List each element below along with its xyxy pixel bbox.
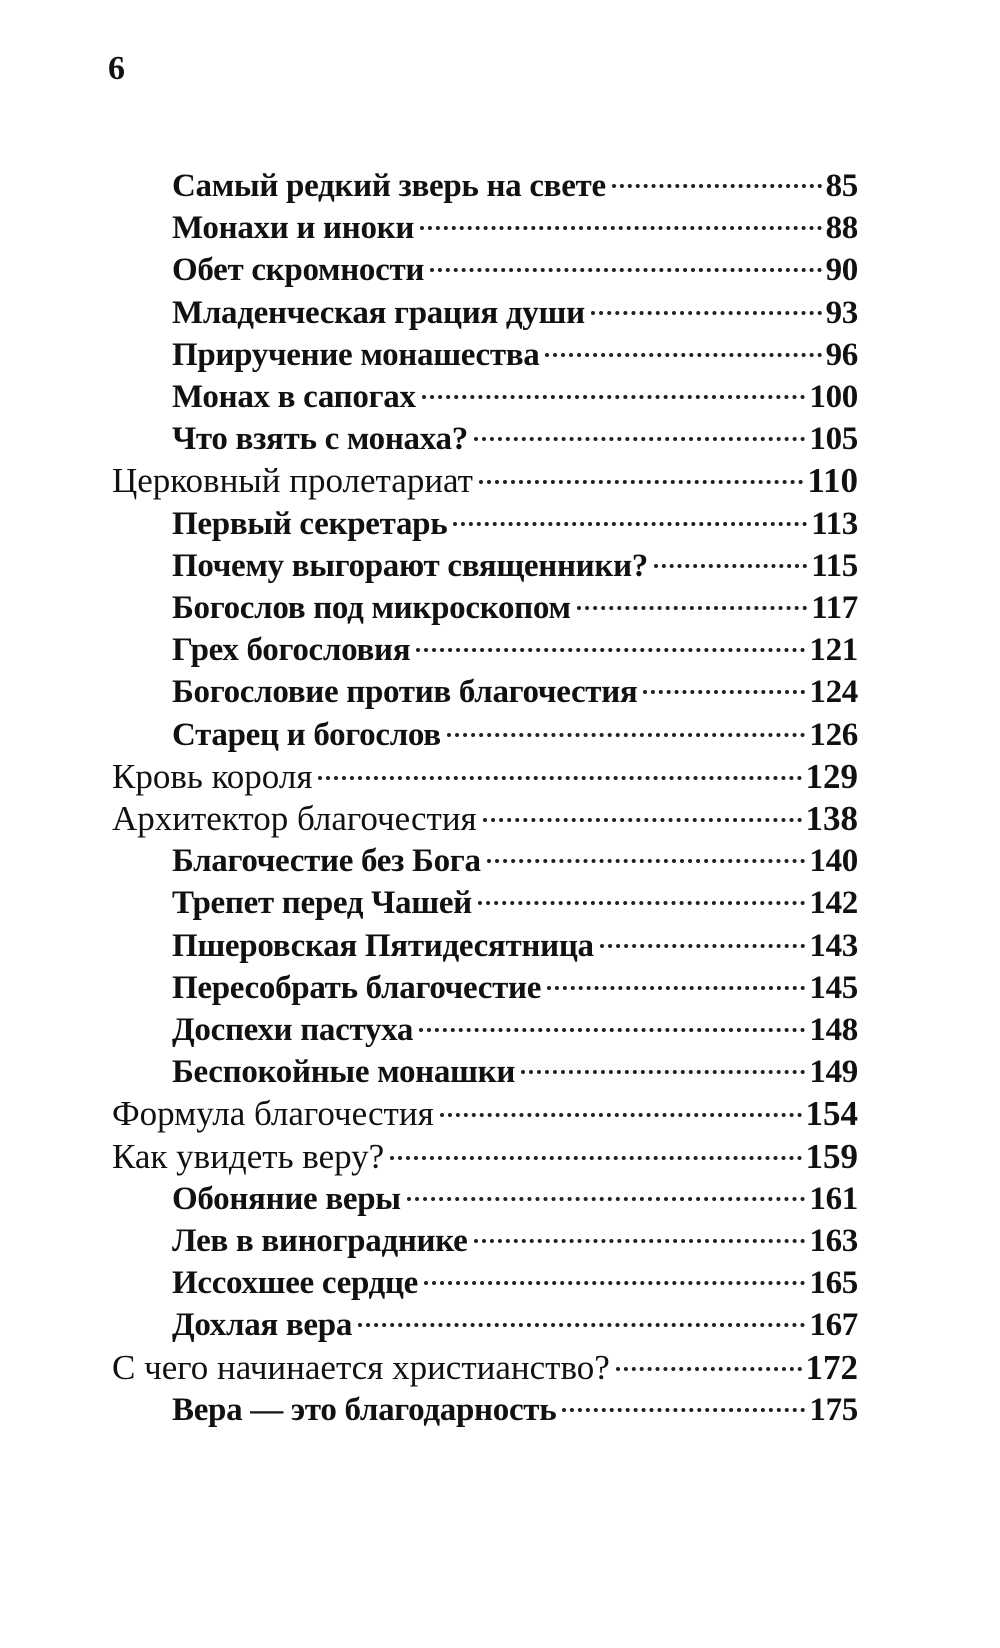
- dot-leader: [643, 690, 805, 694]
- toc-entry-page: 110: [807, 461, 858, 501]
- toc-entry-page: 143: [809, 927, 858, 964]
- dot-leader: [318, 776, 801, 780]
- toc-entry-page: 85: [825, 168, 858, 204]
- toc-entry-title: Почему выгорают священники?: [172, 547, 649, 584]
- toc-entry-title: Дохлая вера: [172, 1307, 353, 1344]
- dot-leader: [483, 818, 802, 822]
- dot-leader: [487, 859, 806, 863]
- toc-entry-title: Иссохшее сердце: [172, 1265, 419, 1302]
- toc-entry: [172, 839, 858, 883]
- dot-leader: [577, 606, 808, 610]
- toc-entry-page: 154: [805, 1094, 858, 1134]
- toc-entry-title: Церковный пролетариат: [112, 461, 473, 501]
- toc-entry: [172, 1388, 858, 1432]
- toc-entry: [172, 628, 858, 672]
- dot-leader: [420, 226, 821, 230]
- dot-leader: [390, 1156, 801, 1160]
- dot-leader: [521, 1070, 805, 1074]
- dot-leader: [440, 1113, 802, 1117]
- toc-entry-title: Обет скромности: [172, 252, 425, 289]
- toc-entry-title: Приручение монашества: [172, 336, 540, 373]
- toc-entry: [172, 966, 858, 1010]
- toc-entry-page: 121: [809, 632, 858, 669]
- page-number: 6: [108, 50, 125, 87]
- toc-entry-title: Вера — это благодарность: [172, 1391, 557, 1428]
- toc-entry-page: 167: [809, 1307, 858, 1344]
- toc-entry-page: 140: [809, 843, 858, 880]
- toc-entry-page: 100: [809, 379, 858, 415]
- toc-entry-page: 172: [805, 1347, 858, 1387]
- dot-leader: [474, 1239, 806, 1243]
- dot-leader: [612, 184, 822, 188]
- toc-entry-title: С чего начинается христианство?: [112, 1347, 610, 1387]
- toc-entry-title: Пересобрать благочестие: [172, 969, 542, 1006]
- toc-entry-title: Формула благочестия: [112, 1094, 434, 1134]
- toc-entry-page: 105: [809, 421, 858, 458]
- toc-entry: [172, 1303, 858, 1347]
- toc-entry-title: Богослов под микроскопом: [172, 590, 571, 626]
- toc-entry-page: 96: [825, 336, 858, 373]
- toc-entry-title: Беспокойные монашки: [172, 1054, 516, 1091]
- toc-entry-page: 138: [805, 799, 858, 838]
- toc-entry: [172, 375, 858, 419]
- toc-entry: [172, 1008, 858, 1052]
- dot-leader: [479, 480, 803, 484]
- toc-entry: [172, 164, 858, 208]
- dot-leader: [616, 1367, 802, 1371]
- toc-entry-page: 93: [825, 294, 858, 331]
- toc-entry: [172, 881, 858, 925]
- toc-entry: [172, 670, 858, 714]
- toc-entry-title: Самый редкий зверь на свете: [172, 168, 606, 204]
- toc-entry-title: Архитектор благочестия: [112, 799, 477, 838]
- toc-entry-page: 124: [809, 674, 858, 711]
- dot-leader: [424, 1281, 805, 1285]
- toc-entry-page: 161: [809, 1180, 858, 1217]
- dot-leader: [453, 522, 807, 526]
- toc-entry-title: Грех богословия: [172, 632, 411, 669]
- toc-entry-title: Младенческая грация души: [172, 294, 585, 331]
- dot-leader: [416, 648, 805, 652]
- toc-entry: [112, 1346, 858, 1390]
- toc-entry: [172, 417, 858, 461]
- dot-leader: [419, 1028, 805, 1032]
- toc-entry-title: Монах в сапогах: [172, 379, 416, 415]
- toc-entry-page: 117: [811, 590, 858, 626]
- dot-leader: [478, 901, 806, 905]
- toc-entry-title: Монахи и иноки: [172, 210, 415, 247]
- toc-entry-title: Первый секретарь: [172, 505, 448, 542]
- toc-entry: [172, 291, 858, 335]
- toc-entry: [172, 1050, 858, 1094]
- dot-leader: [545, 353, 821, 357]
- dot-leader: [547, 986, 805, 990]
- toc-entry-page: 129: [805, 756, 858, 796]
- toc-entry: [172, 1261, 858, 1305]
- toc-entry: [112, 459, 858, 503]
- toc-entry-title: Пшеровская Пятидесятница: [172, 927, 594, 964]
- toc-entry-page: 163: [809, 1223, 858, 1259]
- toc-entry-title: Обоняние веры: [172, 1180, 401, 1217]
- toc-entry: [112, 1135, 858, 1179]
- toc-entry: [172, 333, 858, 377]
- toc-entry-title: Лев в винограднике: [172, 1223, 468, 1259]
- dot-leader: [591, 311, 822, 315]
- dot-leader: [430, 268, 822, 272]
- dot-leader: [654, 564, 807, 568]
- toc-entry-title: Кровь короля: [112, 756, 313, 796]
- toc-entry-page: 142: [809, 885, 858, 922]
- toc-entry: [172, 586, 858, 630]
- toc-entry-page: 145: [809, 969, 858, 1006]
- toc-entry: [172, 1219, 858, 1263]
- toc-entry-page: 149: [809, 1054, 858, 1091]
- toc-entry: [112, 755, 858, 799]
- dot-leader: [562, 1408, 805, 1412]
- toc-entry-title: Благочестие без Бога: [172, 843, 481, 880]
- toc-entry-page: 126: [809, 716, 858, 753]
- toc-entry: [172, 248, 858, 292]
- toc-entry-page: 159: [805, 1136, 858, 1176]
- toc-entry-page: 165: [809, 1265, 858, 1302]
- toc-entry-title: Что взять с монаха?: [172, 421, 468, 458]
- toc-entry: [172, 502, 858, 546]
- toc-entry: [172, 713, 858, 757]
- toc-entry-page: 115: [811, 547, 858, 584]
- toc-entry: [112, 1092, 858, 1136]
- toc-entry-title: Доспехи пастуха: [172, 1012, 414, 1048]
- toc-entry-page: 90: [825, 252, 858, 289]
- toc-entry-page: 175: [809, 1391, 858, 1428]
- toc-entry: [172, 1177, 858, 1221]
- toc-entry: [112, 797, 858, 841]
- dot-leader: [474, 437, 805, 441]
- dot-leader: [422, 395, 806, 399]
- toc-entry-title: Трепет перед Чашей: [172, 885, 472, 922]
- toc-entry: [172, 924, 858, 968]
- dot-leader: [407, 1197, 806, 1201]
- toc-entry-page: 113: [811, 505, 858, 542]
- dot-leader: [358, 1323, 805, 1327]
- toc-entry-title: Богословие против благочестия: [172, 674, 638, 711]
- toc-entry-title: Как увидеть веру?: [112, 1136, 385, 1176]
- toc-entry-page: 148: [809, 1012, 858, 1048]
- toc-entry-title: Старец и богослов: [172, 716, 441, 753]
- dot-leader: [600, 944, 806, 948]
- toc-entry: [172, 206, 858, 250]
- dot-leader: [447, 733, 806, 737]
- toc-entry-page: 88: [825, 210, 858, 247]
- toc-entry: [172, 544, 858, 588]
